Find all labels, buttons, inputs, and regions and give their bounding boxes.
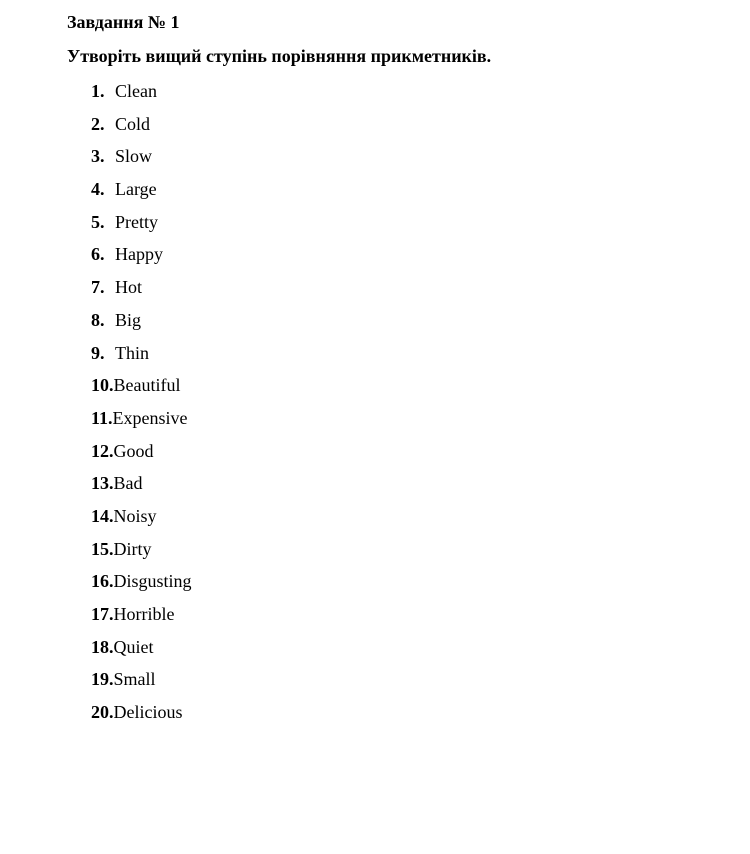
item-number: 7. bbox=[91, 277, 105, 298]
item-number: 14. bbox=[91, 505, 114, 526]
item-number: 20. bbox=[91, 702, 114, 723]
item-word: Bad bbox=[113, 473, 143, 494]
item-word: Happy bbox=[115, 244, 163, 265]
list-item bbox=[91, 145, 192, 178]
item-word: Slow bbox=[115, 146, 153, 167]
item-word: Small bbox=[113, 669, 156, 690]
item-word: Pretty bbox=[115, 211, 158, 232]
list-item bbox=[91, 538, 192, 571]
list-item bbox=[91, 407, 192, 440]
list-item bbox=[91, 309, 192, 342]
list-item bbox=[91, 505, 192, 538]
item-word: Quiet bbox=[113, 636, 154, 657]
item-number: 2. bbox=[91, 113, 105, 134]
item-word: Thin bbox=[115, 342, 149, 363]
item-word: Good bbox=[113, 440, 154, 461]
item-word: Cold bbox=[115, 113, 151, 134]
word-list bbox=[91, 80, 192, 734]
item-word: Noisy bbox=[113, 505, 157, 526]
item-number: 4. bbox=[91, 179, 105, 200]
item-word: Horrible bbox=[113, 604, 175, 624]
item-word: Clean bbox=[115, 81, 157, 101]
item-number: 6. bbox=[91, 244, 105, 265]
item-number: 19. bbox=[91, 669, 114, 690]
item-number: 12. bbox=[91, 440, 114, 461]
list-item bbox=[91, 80, 192, 113]
task-instruction: Утворіть вищий ступінь порівняння прикметників. bbox=[67, 46, 492, 66]
item-number: 3. bbox=[91, 146, 105, 167]
item-number: 15. bbox=[91, 538, 114, 559]
item-number: 18. bbox=[91, 636, 114, 657]
item-number: 8. bbox=[91, 309, 105, 330]
item-word: Delicious bbox=[113, 702, 183, 723]
task-title: Завдання № 1 bbox=[67, 12, 180, 32]
item-number: 5. bbox=[91, 211, 105, 232]
list-item bbox=[91, 701, 192, 734]
item-number: 11. bbox=[91, 407, 113, 428]
list-item bbox=[91, 472, 192, 505]
list-item bbox=[91, 636, 192, 669]
item-word: Expensive bbox=[112, 407, 188, 428]
item-number: 9. bbox=[91, 342, 105, 363]
list-item bbox=[91, 243, 192, 276]
list-item bbox=[91, 276, 192, 309]
list-item bbox=[91, 603, 192, 636]
list-item bbox=[91, 342, 192, 375]
item-number: 10. bbox=[91, 375, 114, 396]
item-number: 16. bbox=[91, 571, 114, 592]
item-number: 13. bbox=[91, 473, 114, 494]
item-word: Beautiful bbox=[113, 375, 181, 396]
item-word: Hot bbox=[115, 277, 142, 298]
list-item bbox=[91, 211, 192, 244]
item-word: Dirty bbox=[113, 538, 152, 559]
list-item bbox=[91, 178, 192, 211]
list-item bbox=[91, 668, 192, 701]
item-word: Big bbox=[115, 309, 142, 330]
list-item bbox=[91, 440, 192, 473]
list-item bbox=[91, 113, 192, 146]
list-item bbox=[91, 570, 192, 603]
list-item bbox=[91, 374, 192, 407]
item-word: Large bbox=[115, 179, 157, 200]
item-number: 1. bbox=[91, 81, 105, 101]
item-number: 17. bbox=[91, 604, 114, 624]
item-word: Disgusting bbox=[113, 571, 192, 592]
